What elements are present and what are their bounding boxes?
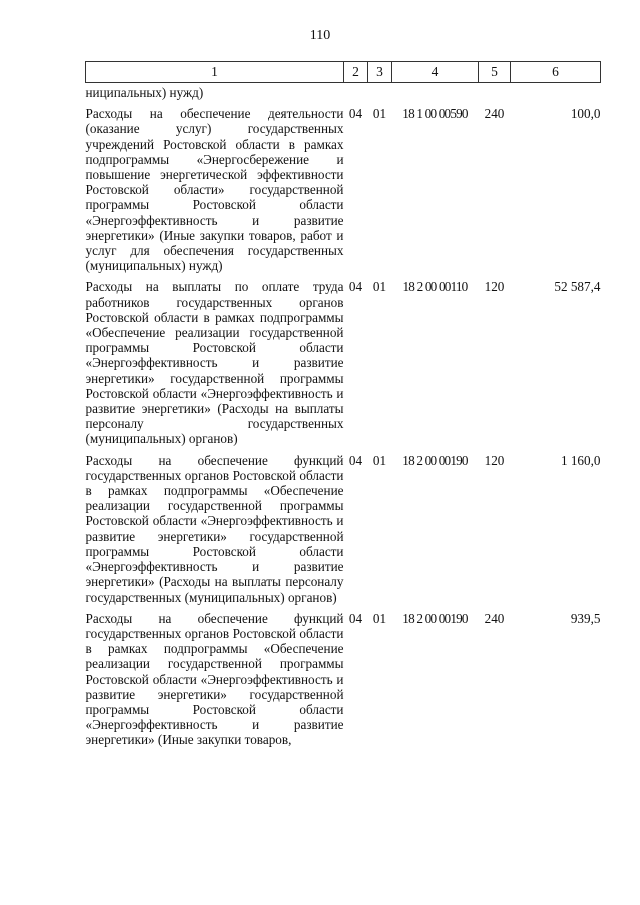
col-header-2: 2 bbox=[344, 62, 368, 83]
header-row bbox=[86, 62, 601, 83]
col-header-3: 3 bbox=[368, 62, 392, 83]
row-target-code: 18 2 00 00190 bbox=[402, 610, 468, 626]
row-section: 04 bbox=[348, 106, 363, 122]
row-subsection: 01 bbox=[372, 610, 387, 626]
page-number: 110 bbox=[309, 28, 331, 43]
col-header-5: 5 bbox=[479, 62, 511, 83]
table-row bbox=[86, 83, 601, 101]
row-description: Расходы на обеспечение функций государственных органов Ростовской области в рамках подпрограммы «Обеспечение реализации государственной программы Ростовской области «Энергоэффективность и развитие энергетики» государственной программы Ростовской области «Энергоэффективность и развитие энергетики» (Расходы на выплаты персоналу государственных (муниципальных) органов) bbox=[85, 452, 344, 605]
row-subsection: 01 bbox=[372, 279, 387, 295]
row-section: 04 bbox=[348, 279, 363, 295]
row-target-code: 18 1 00 00590 bbox=[402, 106, 468, 122]
row-description: Расходы на обеспечение деятельности (оказание услуг) государственных учреждений Ростовской области в рамках подпрограммы «Энергосбережение и повышение энергетической эффективности Ростовской области» государственной программы Ростовской области «Энергоэффективность и развитие энергетики» (Иные закупки товаров, работ и услуг для обеспечения государственных (муниципальных) нужд) bbox=[85, 106, 344, 274]
row-subsection bbox=[368, 83, 392, 101]
row-expense-type bbox=[479, 83, 511, 101]
row-expense-type: 120 bbox=[484, 452, 505, 468]
row-description: Расходы на выплаты по оплате труда работников государственных органов Ростовской области в рамках подпрограммы «Обеспечение реализации государственной программы Ростовской области «Энергоэффективность и развитие энергетики» государственной программы Ростовской области «Энергоэффективность и развитие энергетики» (Расходы на выплаты персоналу государственных (муниципальных) органов) bbox=[85, 279, 344, 447]
col-header-1: 1 bbox=[86, 62, 344, 83]
table-row bbox=[86, 100, 601, 273]
col-header-4: 4 bbox=[392, 62, 479, 83]
table-row bbox=[86, 273, 601, 446]
row-amount: 939,5 bbox=[570, 610, 601, 626]
row-subsection: 01 bbox=[372, 452, 387, 468]
row-subsection: 01 bbox=[372, 106, 387, 122]
table-row bbox=[86, 605, 601, 748]
row-amount: 1 160,0 bbox=[560, 452, 601, 468]
row-section: 04 bbox=[348, 452, 363, 468]
col-header-6: 6 bbox=[511, 62, 601, 83]
row-amount: 100,0 bbox=[570, 106, 601, 122]
row-expense-type: 240 bbox=[484, 106, 505, 122]
row-description: ниципальных) нужд) bbox=[85, 85, 204, 100]
row-amount bbox=[511, 83, 601, 101]
row-expense-type: 120 bbox=[484, 279, 505, 295]
row-section: 04 bbox=[348, 610, 363, 626]
table-row bbox=[86, 447, 601, 605]
row-expense-type: 240 bbox=[484, 610, 505, 626]
row-target-code bbox=[392, 83, 479, 101]
row-target-code: 18 2 00 00190 bbox=[402, 452, 468, 468]
budget-table bbox=[85, 61, 601, 748]
row-description: Расходы на обеспечение функций государственных органов Ростовской области в рамках подпрограммы «Обеспечение реализации государственной программы Ростовской области «Энергоэффективность и развитие энергетики» государственной программы Ростовской области «Энергоэффективность и развитие энергетики» (Иные закупки товаров, bbox=[85, 610, 344, 748]
row-amount: 52 587,4 bbox=[554, 279, 601, 295]
row-section bbox=[344, 83, 368, 101]
row-target-code: 18 2 00 00110 bbox=[402, 279, 468, 295]
